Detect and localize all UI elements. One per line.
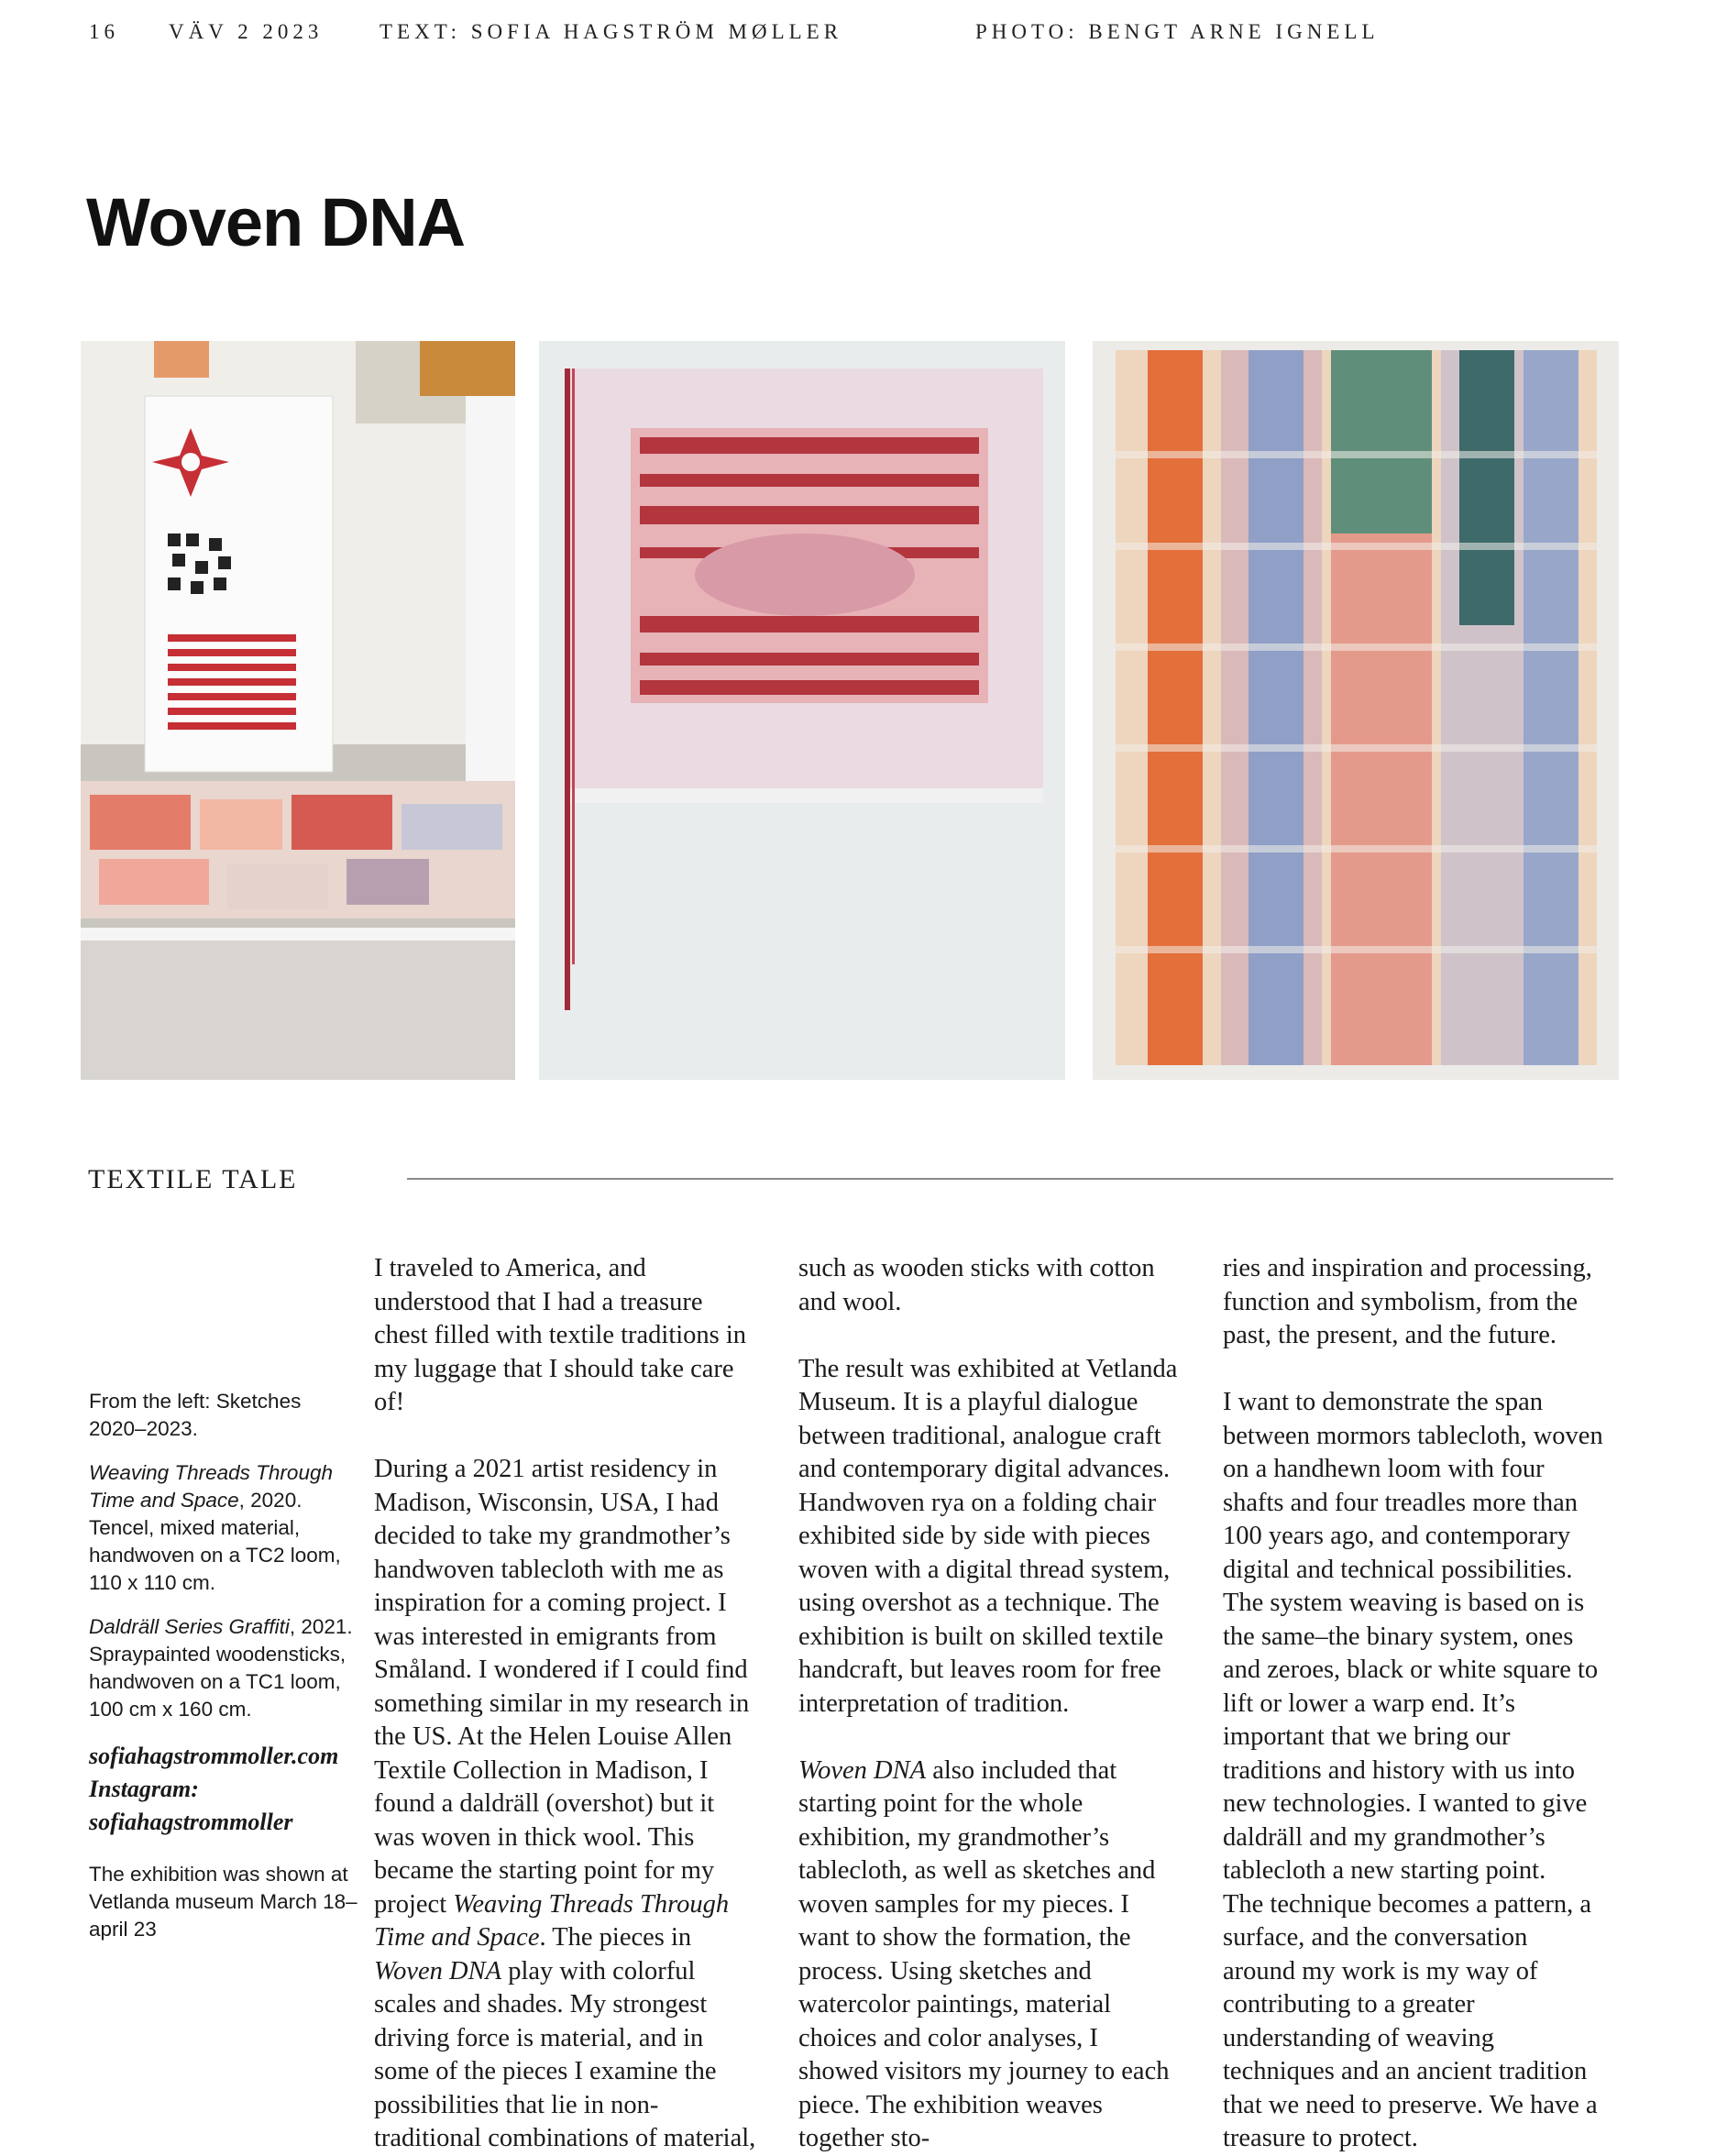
instagram-handle[interactable]: sofiahagstrommoller: [89, 1809, 293, 1835]
caption-exhibition-dates: The exhibition was shown at Vetlanda museum March 18– april 23: [89, 1863, 358, 1941]
caption-daldrall-series: [89, 1613, 364, 1723]
website-link[interactable]: sofiahagstrommoller.com: [89, 1743, 339, 1769]
caption-daldrall-series-details: , 2021. Spraypainted woodensticks, handwoven on a TC1 loom, 100 cm x 160 cm.: [89, 1615, 353, 1721]
col2-paragraph-3-text: also included that starting point for the whole exhibition, my grandmother’s tablecloth, as well as sketches and woven samples for my pieces. I want to show the formation, the process. Using sketches and watercolor paintings, material choices and color analyses, I showed visitors my journey to each piece. The exhibition weaves together sto-: [798, 1755, 1170, 2152]
artist-links: [89, 1740, 364, 1839]
col1-project-title: Weaving Threads Through Time and Space: [374, 1889, 730, 1952]
article-column-2: [798, 1252, 1182, 2156]
photo-overshot-weaving: [539, 341, 1065, 1080]
photo-graffiti-weaving: [1093, 341, 1619, 1080]
section-label: TEXTILE TALE: [88, 1164, 298, 1194]
col1-paragraph-1: I traveled to America, and understood that I had a treasure chest filled with textile traditions in my luggage that I should take care of!: [374, 1254, 747, 1416]
article-column-1: [374, 1252, 757, 2156]
col3-paragraph-2: I want to demonstrate the span between mormors tablecloth, woven on a handhewn loom with four shafts and four treadles more than 100 years ago, and contemporary digital and technical possibilities. The system weaving is based on is the same–the binary system, ones and zeroes, black or white square to lift or lower a warp end. It’s important that we bring our traditions and history with us into new technologies. I wanted to give daldräll and my grandmother’s tablecloth a new starting point.: [1223, 1388, 1603, 1885]
col2-paragraph-2: The result was exhibited at Vetlanda Museum. It is a playful dialogue between traditional, analogue craft and contemporary digital advances. Handwoven rya on a folding chair exhibited side by side with pieces woven with a digital thread system, using overshot as a technique. The exhibition is built on skilled textile handcraft, but leaves room for free interpretation of tradition.: [798, 1354, 1178, 1718]
col1-paragraph-2-text-b: . The pieces in: [539, 1923, 692, 1952]
caption-weaving-threads-title: Weaving Threads Through Time and Space: [89, 1461, 333, 1512]
text-credit: TEXT: SOFIA HAGSTRÖM MØLLER: [380, 20, 843, 43]
caption-sketches: From the left: Sketches 2020–2023.: [89, 1390, 302, 1440]
issue-label: VÄV 2 2023: [169, 20, 324, 43]
article-title: Woven DNA: [86, 184, 466, 260]
col1-paragraph-2-text-c: play with colorful scales and shades. My strongest driving force is material, and in some of the pieces I examine the possibilities that lie in non-traditional combinations of material,: [374, 1956, 756, 2152]
col2-paragraph-1: such as wooden sticks with cotton and wool.: [798, 1254, 1155, 1316]
page-number: 16: [89, 20, 119, 43]
caption-weaving-threads: [89, 1459, 364, 1597]
photo-credit: PHOTO: BENGT ARNE IGNELL: [975, 20, 1380, 43]
col2-paragraph-3: [798, 1754, 1182, 2156]
photo-exhibition-sketches: [81, 341, 515, 1080]
col1-exhibition-title: Woven DNA: [374, 1956, 502, 1986]
col3-paragraph-3: The technique becomes a pattern, a surface, and the conversation around my work is my way of contributing to a greater understanding of weaving techniques and an ancient tradition that we need to preserve. We have a treasure to protect.: [1223, 1889, 1598, 2152]
photo-captions: [89, 1388, 364, 1960]
section-divider: [407, 1178, 1613, 1180]
col2-exhibition-title: Woven DNA: [798, 1755, 927, 1785]
caption-daldrall-series-title: Daldräll Series Graffiti: [89, 1615, 290, 1638]
col1-paragraph-2: [374, 1453, 757, 2156]
instagram-label: Instagram:: [89, 1776, 199, 1802]
col3-paragraph-1: ries and inspiration and processing, function and symbolism, from the past, the present, and the future.: [1223, 1254, 1592, 1349]
article-column-3: [1223, 1252, 1606, 2156]
col1-paragraph-2-text-a: During a 2021 artist residency in Madison, Wisconsin, USA, I had decided to take my grandmother’s handwoven tablecloth with me as inspiration for a coming project. I was interested in emigrants from Småland. I wondered if I could find something similar in my research in the US. At the Helen Louise Allen Textile Collection in Madison, I found a daldräll (overshot) but it was woven in thick wool. This became the starting point for my project: [374, 1455, 750, 1919]
caption-weaving-threads-details: , 2020. Tencel, mixed material, handwoven on a TC2 loom, 110 x 110 cm.: [89, 1489, 341, 1594]
